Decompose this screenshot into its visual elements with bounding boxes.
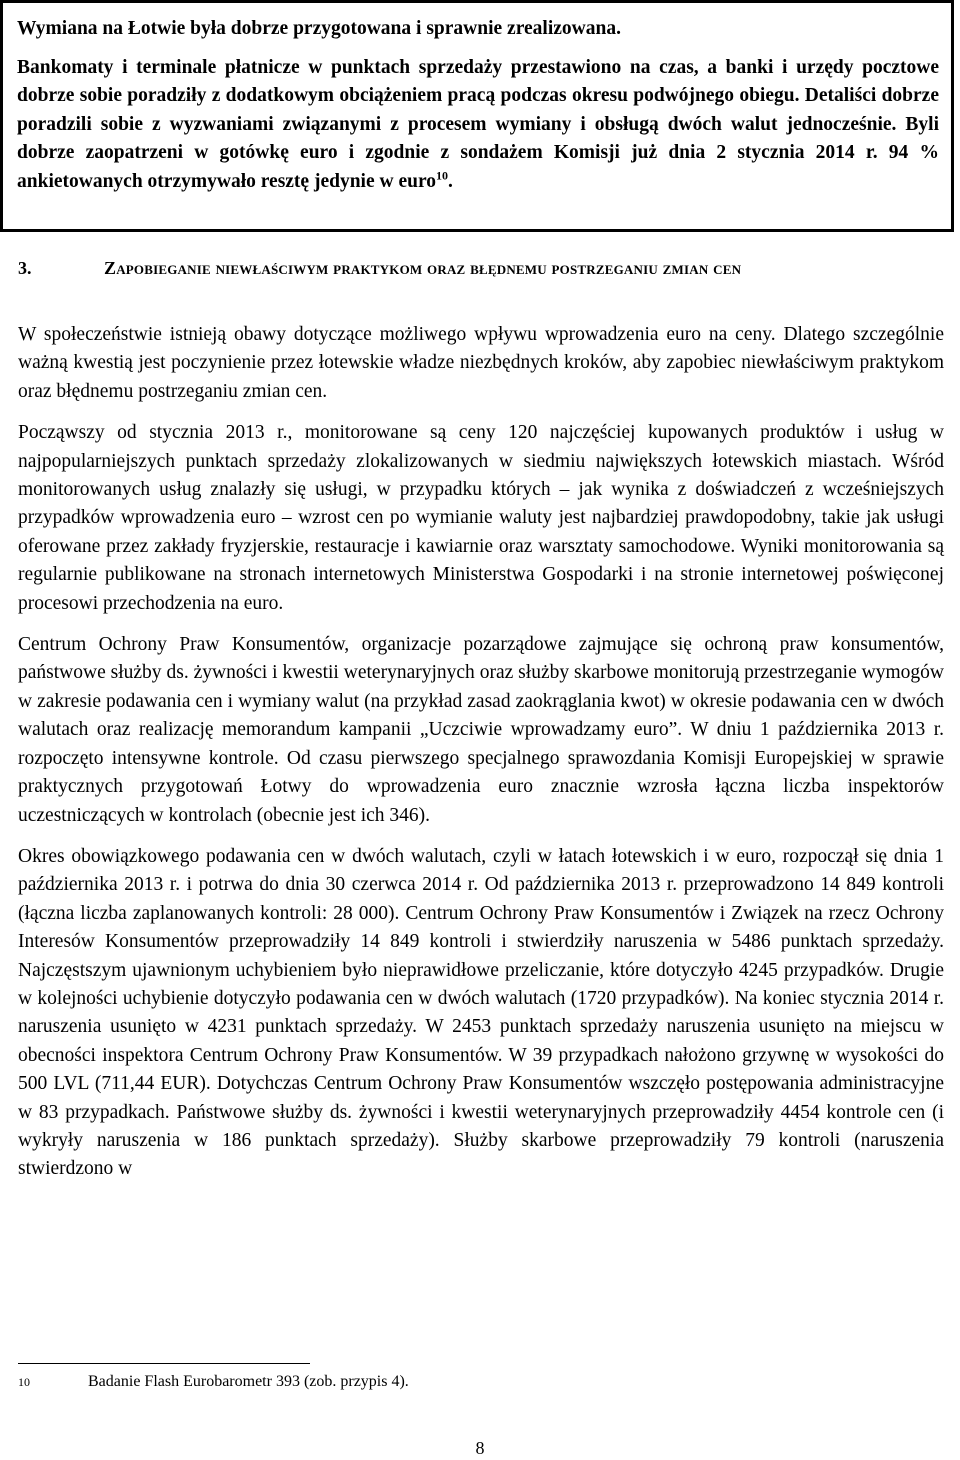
summary-text-end: .	[448, 170, 453, 192]
footnote-divider	[18, 1363, 310, 1364]
paragraph: Centrum Ochrony Praw Konsumentów, organizacje pozarządowe zajmujące się ochroną praw konsumentów, państwowe służby ds. żywności i kwestii weterynaryjnych oraz służby skarbowe monitorują przestrzeganie wymogów w zakresie podawania cen i wymiany walut (na przykład zasad zaokrąglania kwot) w okresie podawania cen w dwóch walutach oraz realizację memorandum kampanii „Uczciwie wprowadzamy euro”. W dniu 1 października 2013 r. rozpoczęto intensywne kontrole. Od czasu pierwszego specjalnego sprawozdania Komisji Europejskiej w sprawie praktycznych przygotowań Łotwy do wprowadzenia euro znacznie wzrosła łączna liczba inspektorów uczestniczących w kontrolach (obecnie jest ich 346).	[18, 634, 944, 826]
footnote	[18, 1372, 918, 1392]
section-title: Zapobieganie niewłaściwym praktykom oraz błędnemu postrzeganiu zmian cen	[104, 258, 742, 278]
summary-text-body: Bankomaty i terminale płatnicze w punktach sprzedaży przestawiono na czas, a banki i urzędy pocztowe dobrze sobie poradziły z dodatkowym obciążeniem pracą podczas okresu podwójnego obiegu. Detaliści dobrze poradzili sobie z wyzwaniami związanymi z procesem wymiany i obsługą dwóch walut jednocześnie. Byli dobrze zaopatrzeni w gotówkę euro i zgodnie z sondażem Komisji już dnia 2 stycznia 2014 r. 94 % ankietowanych otrzymywało resztę jedynie w euro	[17, 56, 939, 192]
summary-box	[0, 0, 954, 232]
summary-text	[17, 54, 939, 197]
paragraph: W społeczeństwie istnieją obawy dotyczące możliwego wpływu wprowadzenia euro na ceny. Dlatego szczególnie ważną kwestią jest poczynienie przez łotewskie władze niezbędnych kroków, aby zapobiec niewłaściwym praktykom oraz błędnemu postrzeganiu zmian cen.	[18, 324, 944, 402]
footnote-text: Badanie Flash Eurobarometr 393 (zob. przypis 4).	[88, 1373, 409, 1390]
page-number: 8	[475, 1438, 485, 1458]
section-number: 3.	[18, 258, 32, 278]
summary-title: Wymiana na Łotwie była dobrze przygotowana i sprawnie zrealizowana.	[17, 18, 621, 39]
body-text	[18, 321, 944, 1197]
footnote-mark: 10	[18, 1375, 30, 1389]
paragraph: Okres obowiązkowego podawania cen w dwóch walutach, czyli w łatach łotewskich i w euro, rozpoczął się dnia 1 października 2013 r. i potrwa do dnia 30 czerwca 2014 r. Od października 2013 r. przeprowadzono 14 849 kontroli (łączna liczba zaplanowanych kontroli: 28 000). Centrum Ochrony Praw Konsumentów i Związek na rzecz Ochrony Interesów Konsumentów przeprowadziły 14 849 kontroli i stwierdziły naruszenia w 5486 punktach sprzedaży. Najczęstszym ujawnionym uchybieniem było nieprawidłowe przeliczanie, które dotyczyło 4245 przypadków. Drugie w kolejności uchybienie dotyczyło podawania cen w dwóch walutach (1720 przypadków). Na koniec stycznia 2014 r. naruszenia usunięto w 4231 punktach sprzedaży. W 2453 punktach sprzedaży naruszenia usunięto na miejscu w obecności inspektora Centrum Ochrony Praw Konsumentów. W 39 przypadkach nałożono grzywnę w wysokości do 500 LVL (711,44 EUR). Dotychczas Centrum Ochrony Praw Konsumentów wszczęło postępowania administracyjne w 83 przypadkach. Państwowe służby ds. żywności i kwestii weterynaryjnych przeprowadziły 4454 kontrole cen (i wykryły naruszenia w 186 punktach sprzedaży). Służby skarbowe przeprowadziły 79 kontroli (naruszenia stwierdzono w	[18, 845, 944, 1180]
footnote-reference: 10	[436, 168, 449, 182]
paragraph: Począwszy od stycznia 2013 r., monitorowane są ceny 120 najczęściej kupowanych produktów i usług w najpopularniejszych punktach sprzedaży zlokalizowanych w siedmiu największych łotewskich miastach. Wśród monitorowanych usług znalazły się usługi, w przypadku których – jak wynika z doświadczeń z wcześniejszych przypadków wprowadzenia euro – wzrost cen po wymianie waluty jest najbardziej prawdopodobny, takie jak usługi oferowane przez zakłady fryzjerskie, restauracje i kawiarnie oraz warsztaty samochodowe. Wyniki monitorowania są regularnie publikowane na stronach internetowych Ministerstwa Gospodarki i na stronie internetowej poświęconej procesowi przechodzenia na euro.	[18, 422, 944, 614]
section-heading	[18, 253, 948, 283]
